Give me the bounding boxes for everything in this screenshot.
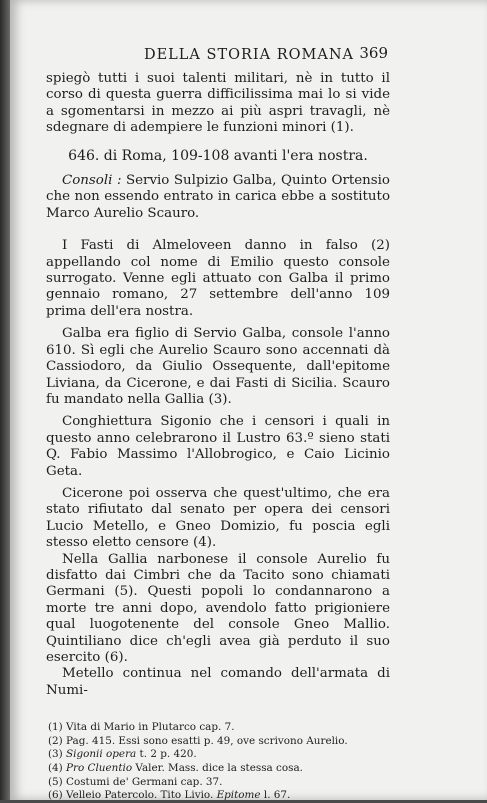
footnotes: [46, 721, 390, 803]
paragraph-gallia: Nella Gallia narbonese il console Aurelio fu disfatto dai Cimbri che da Tacito sono chiamati Germani (5). Questi popoli lo condannarono a morte tre anni dopo, avendolo fatto prigioniere qual luogotenente del console Gneo Mallio. Quintiliano dice ch'egli avea già perduto il suo esercito (6).: [46, 551, 390, 665]
page-number: 369: [359, 44, 388, 62]
footnote: [48, 721, 390, 735]
footnote: [48, 776, 390, 790]
footnote-number: (5): [48, 775, 63, 788]
page-body: [46, 71, 390, 803]
footnote-text: t. 2 p. 420.: [136, 748, 197, 761]
footnote-number: (4): [48, 762, 63, 774]
paragraph-continuation: spiegò tutti i suoi talenti militari, nè in tutto il corso di questa guerra difficilissima mai lo si vide a sgomentarsi in mezzo ai più aspri travagli, nè sdegnare di adempiere le funzioni minori (1).: [46, 71, 390, 136]
footnote-title: Sigonii opera: [62, 748, 137, 761]
paragraph-cicerone: Cicerone poi osserva che quest'ultimo, che era stato rifiutato dal senato per opera dei censori Lucio Metello, e Gneo Domizio, fu poscia egli stesso eletto censore (4).: [46, 485, 390, 551]
running-head: DELLA STORIA ROMANA: [143, 47, 355, 63]
book-page: [10, 0, 487, 800]
footnote-text: Vita di Mario in Plutarco cap. 7.: [62, 721, 235, 734]
footnote-text: Pag. 415. Essi sono esatti p. 49, ove scrivono Aurelio.: [62, 734, 348, 747]
paragraph-metello: Metello continua nel comando dell'armata di Numi-: [46, 666, 390, 698]
footnote-text: Valer. Mass. dice la stessa cosa.: [132, 762, 303, 774]
footnote-number: (3): [48, 748, 63, 761]
year-heading: 646. di Roma, 109-108 avanti l'era nostra.: [68, 147, 368, 164]
footnote-number: (6): [48, 789, 63, 802]
paragraph-galba: Galba era figlio di Servio Galba, console l'anno 610. Sì egli che Aurelio Scauro sono accennati dà Cassiodoro, da Giulio Ossequente, dall'epitome Liviana, da Cicerone, e dai Fasti di Sicilia. Scauro fu mandato nella Gallia (3).: [46, 326, 390, 407]
consuls-paragraph: [46, 173, 390, 222]
footnote-title: Pro Cluentio: [62, 762, 133, 774]
footnote: [48, 762, 390, 776]
footnote-text: l. 67.: [260, 789, 291, 802]
consuls-label: Consoli :: [62, 173, 122, 189]
footnote-number: (1): [48, 721, 63, 734]
footnote: [48, 735, 390, 749]
footnote: [48, 789, 390, 803]
footnote-number: (2): [48, 734, 63, 747]
footnote: [48, 748, 390, 762]
book-gutter: [0, 0, 10, 800]
footnote-text: Costumi de' Germani cap. 37.: [62, 775, 223, 788]
footnote-title: Epitome: [213, 789, 261, 802]
footnote-text: Velleio Patercolo. Tito Livio.: [62, 789, 214, 802]
paragraph-sigonio: Conghiettura Sigonio che i censori i quali in questo anno celebrarono il Lustro 63.º sieno stati Q. Fabio Massimo l'Allobrogico, e Caio Licinio Geta.: [46, 414, 390, 479]
consuls-text: Servio Sulpizio Galba, Quinto Ortensio che non essendo entrato in carica ebbe a sostituto Marco Aurelio Scauro.: [46, 173, 390, 221]
paragraph-fasti: I Fasti di Almeloveen danno in falso (2) appellando col nome di Emilio questo console surrogato. Venne egli attuato con Galba il primo gennaio romano, 27 settembre dell'anno 109 prima dell'era nostra.: [46, 238, 390, 319]
